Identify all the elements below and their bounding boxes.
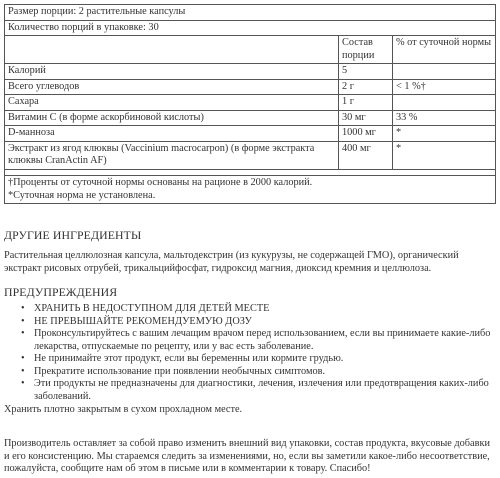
warning-item: • Не принимайте этот продукт, если вы беременны или кормите грудью.	[34, 353, 500, 366]
nutrient-name: Экстракт из ягод клюквы (Vaccinium macrocarpon) (в форме экстракта клюквы CranActin AF)	[5, 141, 339, 169]
storage-instructions: Хранить плотно закрытым в сухом прохладном месте.	[4, 404, 243, 415]
nutrient-dv	[393, 95, 496, 111]
footnote-daily-value-basis: †Проценты от суточной нормы основаны на рационе в 2000 калорий.	[8, 177, 313, 189]
nutrient-amount: 2 г	[339, 79, 393, 95]
nutrient-amount: 30 мг	[339, 110, 393, 126]
nutrient-name: Сахара	[5, 95, 339, 111]
supplement-facts-table	[4, 4, 496, 204]
nutrient-name: D-манноза	[5, 126, 339, 142]
nutrient-dv	[393, 64, 496, 80]
warnings-list	[4, 303, 500, 403]
daily-value-header: % от суточной нормы	[393, 36, 496, 64]
nutrient-amount: 5	[339, 64, 393, 80]
nutrient-name: Всего углеводов	[5, 79, 339, 95]
warning-item: • Эти продукты не предназначены для диагностики, лечения, излечения или предотвращения каких-либо заболеваний.	[34, 378, 500, 403]
warning-item: • Проконсультируйтесь с вашим лечащим врачом перед использованием, если вы принимаете какие-либо лекарства, отпускаемые по рецепту, или у вас есть заболевание.	[34, 328, 500, 353]
warning-item: • НЕ ПРЕВЫШАЙТЕ РЕКОМЕНДУЕМУЮ ДОЗУ	[34, 316, 500, 329]
manufacturer-disclaimer: Производитель оставляет за собой право изменить внешний вид упаковки, состав продукта, вкусовые добавки и его консистенцию. Мы стараемся следить за изменениями, но, если вы заметили какое-либо несоответствие, пожалуйста, сообщите нам об этом в письме или в комментарии к товару. Спасибо!	[4, 438, 490, 475]
nutrient-name: Калорий	[5, 64, 339, 80]
nutrient-row	[5, 126, 496, 142]
nutrient-amount: 400 мг	[339, 141, 393, 169]
amount-header: Состав порции	[339, 36, 393, 64]
nutrient-dv: 33 %	[393, 110, 496, 126]
nutrient-dv: *	[393, 126, 496, 142]
nutrient-name: Витамин C (в форме аскорбиновой кислоты)	[5, 110, 339, 126]
footnotes-row	[5, 176, 496, 204]
nutrient-amount: 1 г	[339, 95, 393, 111]
nutrient-row	[5, 79, 496, 95]
warning-item: • Прекратите использование при появлении необычных симптомов.	[34, 366, 500, 379]
other-ingredients-text: Растительная целлюлозная капсула, мальтодекстрин (из кукурузы, не содержащей ГМО), органический экстракт рисовых отрубей, трикальцийфосфат, гидроксид магния, диоксид кремния и целлюлоза.	[4, 250, 459, 274]
footnotes	[5, 176, 496, 204]
nutrient-dv: < 1 %†	[393, 79, 496, 95]
other-ingredients-heading: ДРУГИЕ ИНГРЕДИЕНТЫ	[4, 228, 142, 242]
warnings-heading: ПРЕДУПРЕЖДЕНИЯ	[4, 285, 118, 299]
serving-size: Размер порции: 2 растительные капсулы	[5, 5, 496, 21]
footnote-not-established: *Суточная норма не установлена.	[8, 189, 156, 201]
nutrient-amount: 1000 мг	[339, 126, 393, 142]
nutrient-row	[5, 110, 496, 126]
nutrient-dv: *	[393, 141, 496, 169]
servings-per-container: Количество порций в упаковке: 30	[5, 20, 496, 36]
servings-row	[5, 20, 496, 36]
serving-size-row	[5, 5, 496, 21]
warning-item: • ХРАНИТЬ В НЕДОСТУПНОМ ДЛЯ ДЕТЕЙ МЕСТЕ	[34, 303, 500, 316]
nutrient-row	[5, 64, 496, 80]
column-header-row	[5, 36, 496, 64]
nutrient-row	[5, 95, 496, 111]
nutrient-row	[5, 141, 496, 169]
